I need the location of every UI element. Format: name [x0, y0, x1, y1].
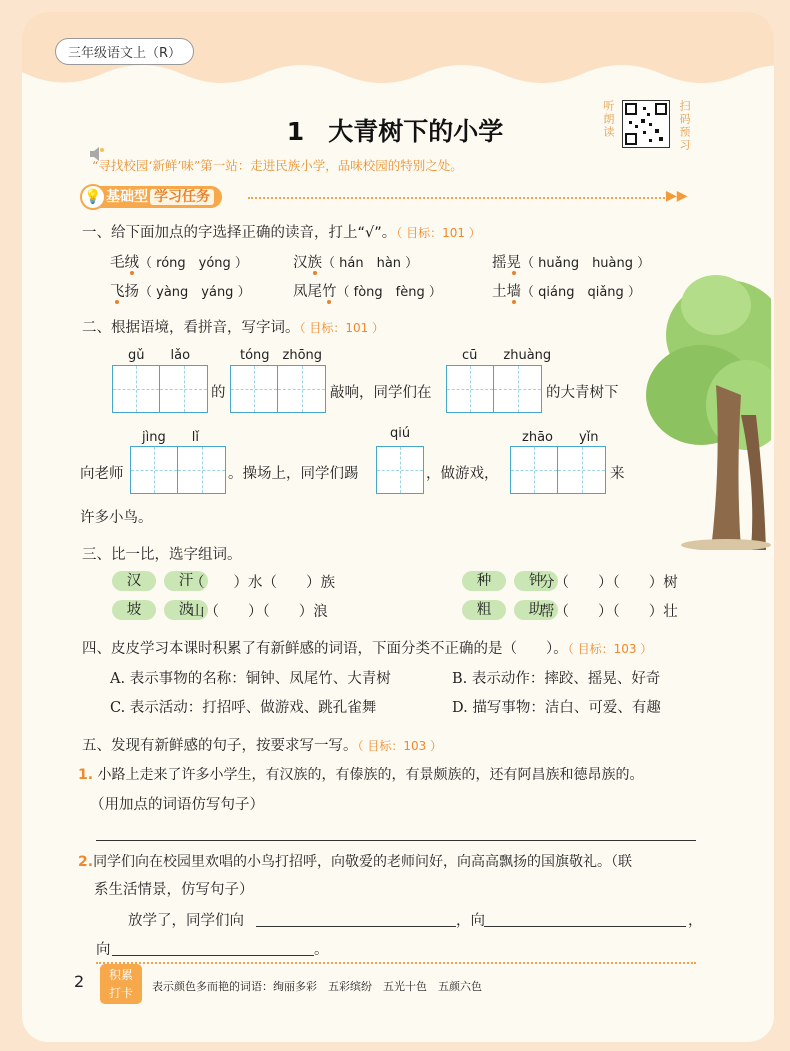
q3-left-row2-blanks[interactable]: 山（ ）（ ）浪	[190, 604, 328, 620]
lightbulb-icon: 💡	[80, 184, 106, 210]
q5-prompt: 五、发现有新鲜感的句子，按要求写一写。（ 目标：103 ）	[82, 738, 443, 754]
q2-text-3: 的大青树下	[546, 385, 619, 401]
grade-tag: 三年级语文上（R）	[55, 38, 194, 65]
fill-text-b: ，向	[456, 913, 485, 929]
q2-text-6: ，做游戏，	[426, 466, 499, 482]
footer-divider	[96, 962, 696, 964]
q2-prompt: 二、根据语境，看拼音，写字词。（ 目标：101 ）	[82, 320, 385, 336]
q3-right-row2-blanks[interactable]: 帮（ ）（ ）壮	[540, 604, 678, 620]
listen-label: 听朗读	[602, 100, 615, 139]
q2-text-5: 。操场上，同学们踢	[228, 466, 359, 482]
q5-sentence-1: 1. 小路上走来了许多小学生，有汉族的，有傣族的，有景颇族的，还有阿昌族和德昂族的。	[78, 767, 644, 783]
fill-text-c: ，	[688, 913, 703, 929]
qr-code-icon[interactable]	[622, 100, 670, 148]
double-arrow-icon: ▶▶	[666, 188, 688, 204]
q1-item-6: 土墙（ qiáng qiǎng ）	[492, 284, 641, 300]
q4-prompt: 四、皮皮学习本课时积累了有新鲜感的词语，下面分类不正确的是（ ）。（ 目标：103 ）	[82, 641, 653, 657]
q3-left-row1-blanks[interactable]: （ ）水（ ）族	[190, 575, 335, 591]
write-grid-gulao[interactable]	[112, 365, 208, 413]
pinyin-qiu: qiú	[390, 426, 411, 441]
q2-text-7: 来	[610, 466, 625, 482]
q3-pair-han: 汉 汗	[112, 571, 208, 591]
lesson-number: 1	[286, 117, 305, 146]
q1-item-2: 汉族（ hán hàn ）	[293, 255, 419, 271]
answer-line-2[interactable]	[256, 926, 456, 927]
tree-illustration	[646, 265, 771, 550]
q5-sentence-2: 2.同学们向在校园里欢唱的小鸟打招呼，向敬爱的老师问好，向高高飘扬的国旗敬礼。（联	[78, 854, 633, 870]
banner-divider	[248, 197, 668, 199]
scan-label: 扫码预习	[678, 100, 691, 152]
write-grid-tongzhong[interactable]	[230, 365, 326, 413]
q1-item-3: 摇晃（ huǎng huàng ）	[492, 255, 651, 271]
q4-option-a[interactable]: A. 表示事物的名称：铜钟、凤尾竹、大青树	[110, 671, 391, 687]
answer-line-3[interactable]	[484, 926, 686, 927]
accumulate-card: 积累 打卡	[100, 964, 142, 1004]
q1-item-5: 凤尾竹（ fòng fèng ）	[293, 284, 442, 300]
q4-option-c[interactable]: C. 表示活动：打招呼、做游戏、跳孔雀舞	[110, 700, 377, 716]
pinyin-zhaoyin: zhāo yǐn	[522, 430, 599, 445]
q4-option-d[interactable]: D. 描写事物：洁白、可爱、有趣	[452, 700, 661, 716]
q3-prompt: 三、比一比，选字组词。	[82, 547, 242, 563]
q1-prompt: 一、给下面加点的字选择正确的读音，打上“√”。（ 目标：101 ）	[82, 225, 481, 241]
q3-pair-po: 坡 波	[112, 600, 208, 620]
pinyin-jingli: jìng lǐ	[142, 430, 199, 445]
q1-item-1: 毛绒（ róng yóng ）	[110, 255, 248, 271]
task-banner	[82, 186, 222, 208]
fill-text-e: 。	[314, 942, 329, 958]
lesson-title: 大青树下的小学	[328, 117, 504, 146]
pinyin-tongzhong: tóng zhōng	[240, 348, 323, 363]
banner-part1: 基础型	[106, 189, 148, 205]
q2-text-8: 许多小鸟。	[80, 510, 153, 526]
fill-text-d: 向	[96, 942, 111, 958]
write-grid-zhaoyin[interactable]	[510, 446, 606, 494]
banner-part2: 学习任务	[150, 189, 214, 205]
subtitle: “寻找校园‘新鲜’味”第一站：走进民族小学，品味校园的特别之处。	[92, 158, 463, 173]
write-grid-qiu[interactable]	[376, 446, 424, 494]
footer-text: 表示颜色多而艳的词语：绚丽多彩 五彩缤纷 五光十色 五颜六色	[152, 980, 482, 993]
qr-area[interactable]	[600, 100, 692, 156]
page-number: 2	[74, 972, 85, 991]
q1-item-4: 飞扬（ yàng yáng ）	[110, 284, 251, 300]
write-grid-cuzhuang[interactable]	[446, 365, 542, 413]
q5-sentence-1-requirement: （用加点的词语仿写句子）	[90, 797, 264, 813]
answer-line-4[interactable]	[112, 955, 314, 956]
q2-text-2: 敲响，同学们在	[330, 385, 432, 401]
q2-text-4: 向老师	[80, 466, 124, 482]
q3-pair-zhong: 种 钟	[462, 571, 558, 591]
q5-sentence-2-line2: 系生活情景，仿写句子）	[94, 882, 254, 898]
pinyin-gulao: gǔ lǎo	[128, 348, 191, 363]
fill-text-a: 放学了，同学们向	[128, 913, 244, 929]
q3-right-row1-blanks[interactable]: 分（ ）（ ）树	[540, 575, 678, 591]
pinyin-cuzhuang: cū zhuàng	[462, 348, 552, 363]
answer-line-1[interactable]	[96, 840, 696, 841]
q3-pair-cu: 粗 助	[462, 600, 558, 620]
q4-option-b[interactable]: B. 表示动作：摔跤、摇晃、好奇	[452, 671, 661, 687]
q2-text-de: 的	[211, 385, 226, 401]
write-grid-jingli[interactable]	[130, 446, 226, 494]
